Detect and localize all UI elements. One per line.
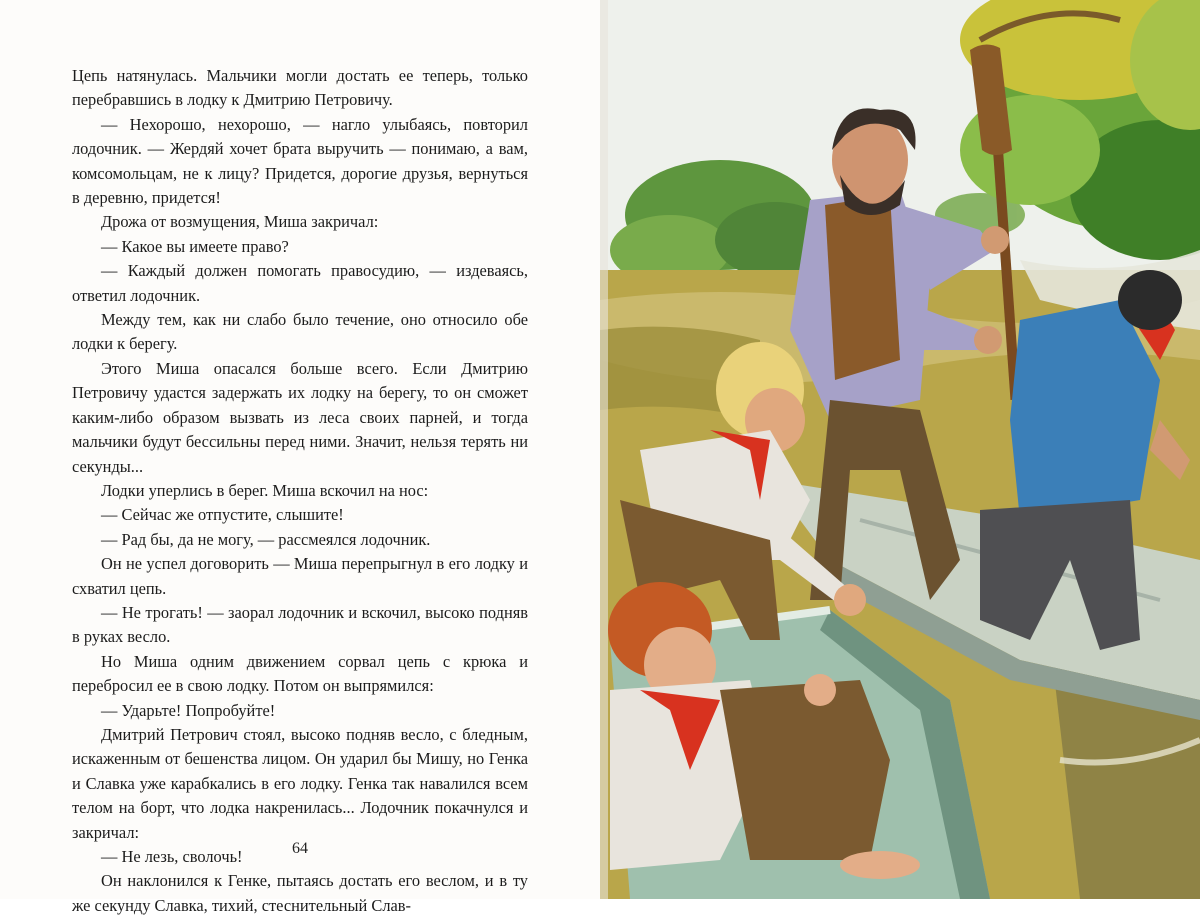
paragraph: — Не лезь, сволочь!: [101, 847, 243, 866]
paragraph: — Не трогать! — заорал лодочник и вскочил, высоко подняв в руках весло.: [72, 602, 528, 647]
text-page: [0, 0, 600, 915]
illustration: [600, 0, 1200, 899]
paragraph: Он наклонился к Генке, пытаясь достать его веслом, и в ту же секунду Славка, тихий, стеснительный Слав-: [72, 871, 528, 915]
paragraph: — Ударьте! Попробуйте!: [101, 700, 276, 720]
illustration-page: [600, 0, 1200, 899]
page-number: 64: [292, 840, 308, 857]
paragraph: Дмитрий Петрович стоял, высоко подняв весло, с бледным, искаженным от бешенства лицом. Он ударил бы Мишу, но Генка и Славка уже карабкались в его лодку. Генка так навалился всем телом на борт, что лодка накренилась... Лодочник покачнулся и закричал:: [72, 724, 528, 842]
paragraph: — Какое вы имеете право?: [101, 236, 289, 256]
paragraph: Этого Миша опасался больше всего. Если Дмитрию Петровичу удастся задержать их лодку на берегу, то он сможет каким-либо образом вызвать из леса своих парней, и тогда мальчики будут бессильны перед ними. Значит, нельзя терять ни секунды...: [72, 358, 528, 476]
paragraph: Но Миша одним движением сорвал цепь с крюка и перебросил ее в свою лодку. Потом он выпрямился:: [72, 651, 528, 696]
paragraph: — Каждый должен помогать правосудию, — издеваясь, ответил лодочник.: [72, 261, 528, 305]
paragraph: — Сейчас же отпустите, слышите!: [101, 505, 344, 525]
paragraph: Цепь натянулась. Мальчики могли достать ее теперь, только перебравшись в лодку к Дмитрию Петровичу.: [72, 66, 528, 110]
paragraph: Между тем, как ни слабо было течение, оно относило обе лодки к берегу.: [72, 310, 528, 354]
paragraph: Он не успел договорить — Миша перепрыгнул в его лодку и схватил цепь.: [72, 554, 528, 598]
paragraph: Лодки уперлись в берег. Миша вскочил на нос:: [101, 480, 429, 500]
paragraph: — Рад бы, да не могу, — рассмеялся лодочник.: [101, 529, 431, 549]
paragraph: Дрожа от возмущения, Миша закричал:: [101, 212, 379, 232]
paragraph: — Нехорошо, нехорошо, — нагло улыбаясь, повторил лодочник. — Жердяй хочет брата выручить — понимаю, а вам, комсомольцам, не к лицу? Придется, дорогие друзья, вернуться в деревню, придется!: [72, 114, 528, 208]
text-block: [72, 64, 528, 918]
